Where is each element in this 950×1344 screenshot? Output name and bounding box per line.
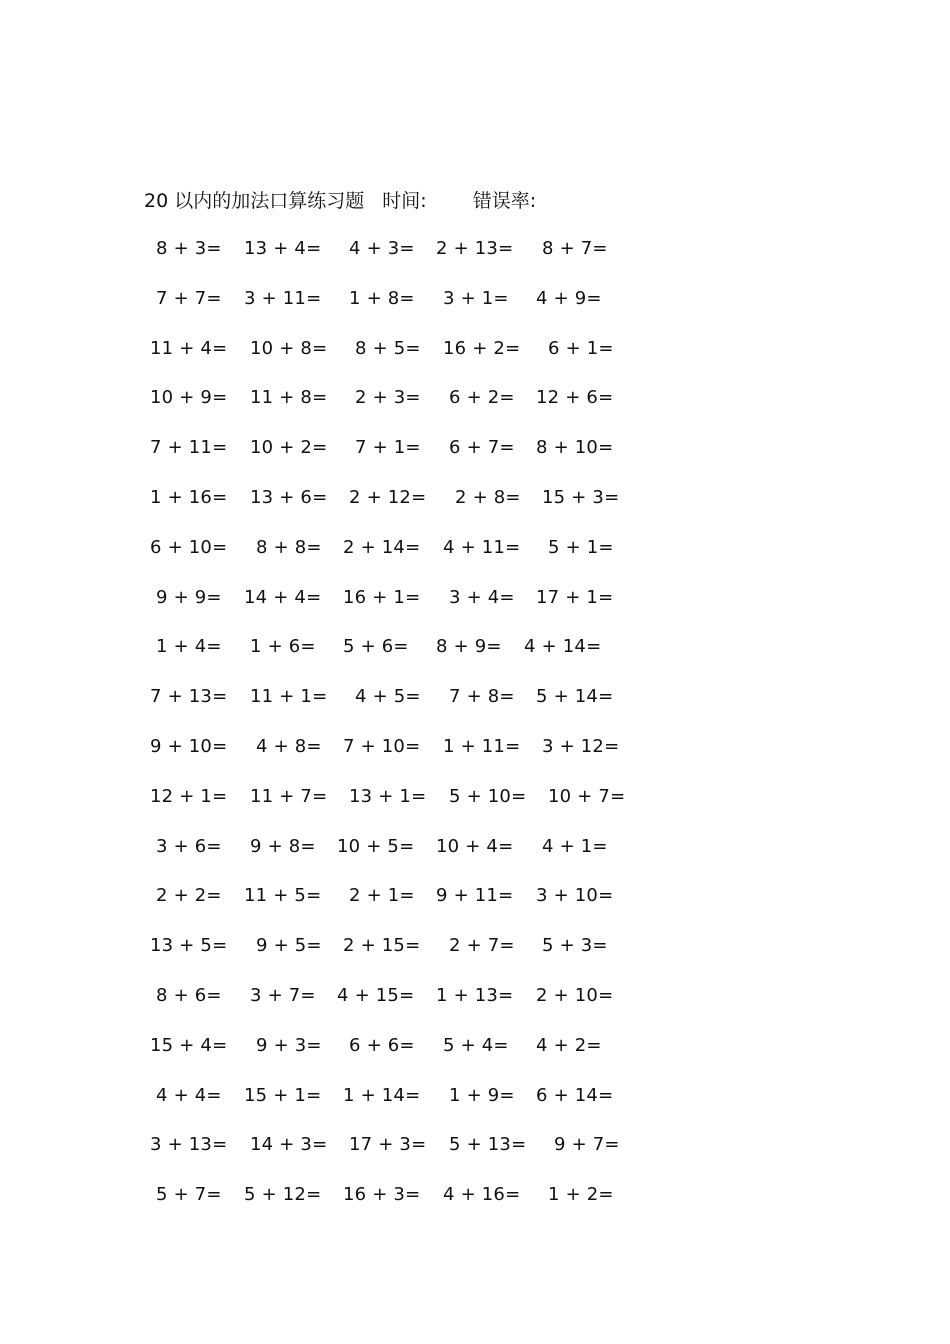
addition-problem: 5 + 14=: [536, 686, 614, 708]
addition-problem: 1 + 13=: [436, 985, 514, 1006]
addition-problem: 3 + 11=: [244, 287, 322, 309]
addition-problem: 13 + 5=: [150, 935, 228, 957]
addition-problem: 3 + 13=: [150, 1134, 228, 1156]
addition-problem: 9 + 7=: [554, 1134, 620, 1156]
addition-problem: 2 + 15=: [343, 935, 421, 957]
addition-problem: 3 + 7=: [250, 985, 316, 1006]
addition-problem: 5 + 3=: [542, 935, 608, 957]
addition-problem: 8 + 10=: [536, 437, 614, 459]
addition-problem: 9 + 11=: [436, 885, 514, 907]
addition-problem: 4 + 9=: [536, 287, 602, 309]
addition-problem: 2 + 1=: [349, 885, 415, 907]
addition-problem: 4 + 8=: [256, 736, 322, 757]
addition-problem: 11 + 5=: [244, 885, 322, 907]
addition-problem: 15 + 4=: [150, 1034, 228, 1056]
addition-problem: 6 + 2=: [449, 387, 515, 409]
addition-problem: 11 + 7=: [250, 785, 328, 807]
addition-problem: 2 + 3=: [355, 387, 421, 409]
addition-problem: 9 + 8=: [250, 835, 316, 857]
addition-problem: 10 + 9=: [150, 387, 228, 409]
addition-problem: 10 + 7=: [548, 785, 626, 807]
addition-problem: 8 + 3=: [156, 238, 222, 259]
addition-problem: 3 + 12=: [542, 736, 620, 757]
addition-problem: 11 + 1=: [250, 686, 328, 708]
addition-problem: 4 + 5=: [355, 686, 421, 708]
addition-problem: 5 + 6=: [343, 636, 409, 658]
addition-problem: 2 + 8=: [455, 487, 521, 508]
addition-problem: 8 + 5=: [355, 337, 421, 359]
addition-problem: 12 + 6=: [536, 387, 614, 409]
addition-problem: 9 + 3=: [256, 1034, 322, 1056]
addition-problem: 10 + 2=: [250, 437, 328, 459]
addition-problem: 1 + 2=: [548, 1184, 614, 1206]
addition-problem: 4 + 15=: [337, 985, 415, 1006]
addition-problem: 17 + 1=: [536, 586, 614, 608]
addition-problem: 9 + 10=: [150, 736, 228, 757]
addition-problem: 3 + 1=: [443, 287, 509, 309]
addition-problem: 8 + 9=: [436, 636, 502, 658]
addition-problem: 7 + 1=: [355, 437, 421, 459]
addition-problem: 7 + 13=: [150, 686, 228, 708]
addition-problem: 6 + 6=: [349, 1034, 415, 1056]
addition-problem: 6 + 14=: [536, 1084, 614, 1106]
addition-problem: 13 + 4=: [244, 238, 322, 259]
addition-problem: 7 + 8=: [449, 686, 515, 708]
addition-problem: 6 + 1=: [548, 337, 614, 359]
addition-problem: 2 + 10=: [536, 985, 614, 1006]
addition-problem: 1 + 14=: [343, 1084, 421, 1106]
addition-problem: 8 + 6=: [156, 985, 222, 1006]
addition-problem: 5 + 12=: [244, 1184, 322, 1206]
addition-problem: 2 + 12=: [349, 487, 427, 508]
error-rate-label: 错误率:: [472, 190, 537, 212]
addition-problem: 8 + 7=: [542, 238, 608, 259]
addition-problem: 1 + 8=: [349, 287, 415, 309]
addition-problem: 4 + 1=: [542, 835, 608, 857]
addition-problem: 8 + 8=: [256, 536, 322, 558]
addition-problem: 4 + 3=: [349, 238, 415, 259]
addition-problem: 16 + 1=: [343, 586, 421, 608]
addition-problem: 7 + 7=: [156, 287, 222, 309]
addition-problem: 14 + 3=: [250, 1134, 328, 1156]
addition-problem: 5 + 4=: [443, 1034, 509, 1056]
addition-problem: 3 + 10=: [536, 885, 614, 907]
addition-problem: 5 + 7=: [156, 1184, 222, 1206]
addition-problem: 17 + 3=: [349, 1134, 427, 1156]
addition-problem: 16 + 2=: [443, 337, 521, 359]
addition-problem: 2 + 7=: [449, 935, 515, 957]
addition-problem: 7 + 11=: [150, 437, 228, 459]
addition-problem: 6 + 10=: [150, 536, 228, 558]
worksheet-title: 20 以内的加法口算练习题: [144, 190, 365, 212]
addition-problem: 2 + 13=: [436, 238, 514, 259]
addition-problem: 2 + 14=: [343, 536, 421, 558]
addition-problem: 9 + 9=: [156, 586, 222, 608]
addition-problem: 15 + 1=: [244, 1084, 322, 1106]
addition-problem: 12 + 1=: [150, 785, 228, 807]
addition-problem: 11 + 4=: [150, 337, 228, 359]
addition-problem: 4 + 16=: [443, 1184, 521, 1206]
addition-problem: 7 + 10=: [343, 736, 421, 757]
addition-problem: 14 + 4=: [244, 586, 322, 608]
addition-problem: 1 + 4=: [156, 636, 222, 658]
addition-problem: 16 + 3=: [343, 1184, 421, 1206]
addition-problem: 1 + 9=: [449, 1084, 515, 1106]
addition-problem: 10 + 4=: [436, 835, 514, 857]
addition-problem: 4 + 14=: [524, 636, 602, 658]
addition-problem: 9 + 5=: [256, 935, 322, 957]
addition-problem: 1 + 11=: [443, 736, 521, 757]
addition-problem: 4 + 11=: [443, 536, 521, 558]
addition-problem: 6 + 7=: [449, 437, 515, 459]
addition-problem: 5 + 1=: [548, 536, 614, 558]
addition-problem: 1 + 6=: [250, 636, 316, 658]
addition-problem: 5 + 10=: [449, 785, 527, 807]
time-label: 时间:: [382, 190, 427, 212]
addition-problem: 10 + 8=: [250, 337, 328, 359]
addition-problem: 3 + 6=: [156, 835, 222, 857]
addition-problem: 11 + 8=: [250, 387, 328, 409]
addition-problem: 2 + 2=: [156, 885, 222, 907]
addition-problem: 13 + 6=: [250, 487, 328, 508]
addition-problem: 13 + 1=: [349, 785, 427, 807]
addition-problem: 4 + 4=: [156, 1084, 222, 1106]
addition-problem: 1 + 16=: [150, 487, 228, 508]
addition-problem: 5 + 13=: [449, 1134, 527, 1156]
addition-problem: 10 + 5=: [337, 835, 415, 857]
addition-problem: 4 + 2=: [536, 1034, 602, 1056]
addition-problem: 3 + 4=: [449, 586, 515, 608]
addition-problem: 15 + 3=: [542, 487, 620, 508]
